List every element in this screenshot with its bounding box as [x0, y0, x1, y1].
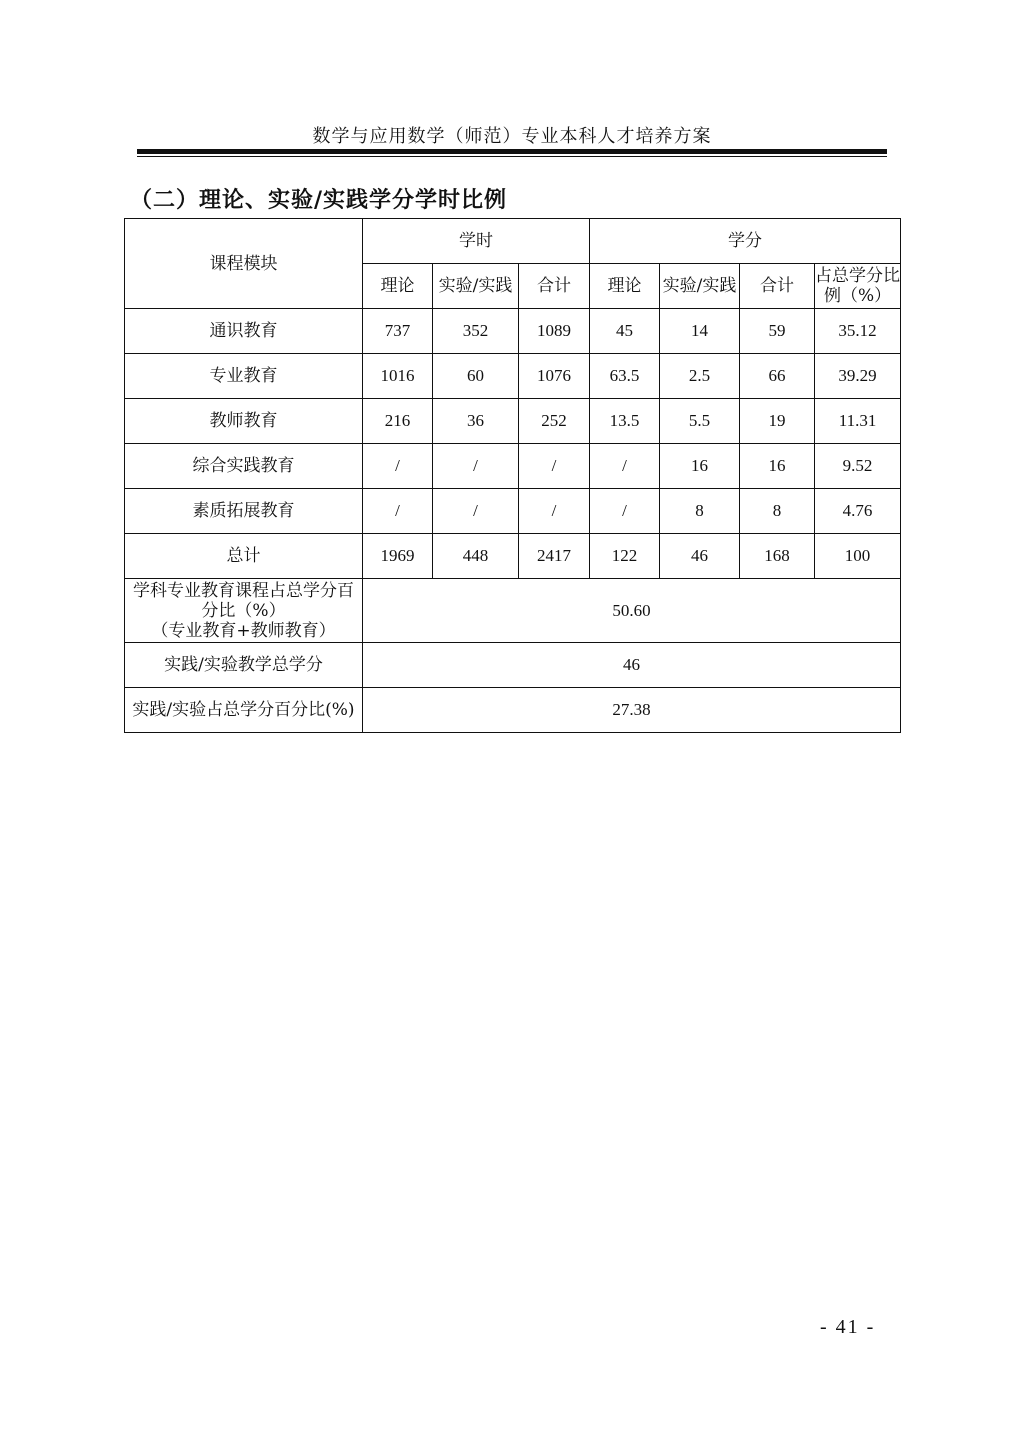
credits-theory-cell: / — [590, 489, 660, 534]
hours-practice-cell: 60 — [433, 354, 519, 399]
credits-practice-cell: 46 — [660, 534, 740, 579]
module-cell: 总计 — [125, 534, 363, 579]
table-row — [125, 399, 901, 444]
hours-total-cell: / — [519, 489, 590, 534]
summary-label-line: 分比（%） — [201, 600, 286, 621]
credits-theory-cell: 63.5 — [590, 354, 660, 399]
summary-value: 50.60 — [363, 579, 901, 643]
credits-practice-cell: 5.5 — [660, 399, 740, 444]
credits-theory-cell: 122 — [590, 534, 660, 579]
summary-label-line: 学科专业教育课程占总学分百 — [133, 580, 354, 601]
hours-total-cell: 1089 — [519, 309, 590, 354]
hours-practice-cell: 448 — [433, 534, 519, 579]
hours-total-cell: 252 — [519, 399, 590, 444]
table-row — [125, 354, 901, 399]
summary-row — [125, 579, 901, 643]
hours-practice-header: 实验/实践 — [433, 264, 519, 309]
credits-group-header: 学分 — [590, 219, 901, 264]
ratio-cell: 100 — [815, 534, 901, 579]
hours-theory-cell: 1969 — [363, 534, 433, 579]
credits-theory-cell: 45 — [590, 309, 660, 354]
credits-theory-header: 理论 — [590, 264, 660, 309]
hours-practice-cell: 36 — [433, 399, 519, 444]
section-title: （二）理论、实验/实践学分学时比例 — [130, 187, 508, 213]
credits-practice-cell: 16 — [660, 444, 740, 489]
ratio-cell: 35.12 — [815, 309, 901, 354]
summary-label — [125, 579, 363, 643]
credits-total-header: 合计 — [740, 264, 815, 309]
table-row — [125, 309, 901, 354]
credits-theory-cell: / — [590, 444, 660, 489]
credits-ratio-header: 占总学分比例（%） — [815, 264, 901, 309]
hours-group-header: 学时 — [363, 219, 590, 264]
summary-label-line: （专业教育+教师教育） — [151, 620, 336, 641]
credits-total-cell: 16 — [740, 444, 815, 489]
hours-theory-cell: 216 — [363, 399, 433, 444]
ratio-cell: 11.31 — [815, 399, 901, 444]
summary-label: 实践/实验教学总学分 — [125, 643, 363, 688]
credits-total-cell: 168 — [740, 534, 815, 579]
summary-row — [125, 643, 901, 688]
ratio-cell: 4.76 — [815, 489, 901, 534]
summary-label: 实践/实验占总学分百分比(%) — [125, 688, 363, 733]
credits-practice-cell: 8 — [660, 489, 740, 534]
module-cell: 专业教育 — [125, 354, 363, 399]
ratio-cell: 39.29 — [815, 354, 901, 399]
credits-practice-cell: 14 — [660, 309, 740, 354]
credits-total-cell: 66 — [740, 354, 815, 399]
hours-theory-header: 理论 — [363, 264, 433, 309]
credits-theory-cell: 13.5 — [590, 399, 660, 444]
summary-value: 27.38 — [363, 688, 901, 733]
page-number: - 41 - — [820, 1316, 876, 1338]
module-cell: 教师教育 — [125, 399, 363, 444]
hours-theory-cell: 737 — [363, 309, 433, 354]
ratio-cell: 9.52 — [815, 444, 901, 489]
hours-total-cell: 1076 — [519, 354, 590, 399]
header-rule-thick — [137, 149, 887, 154]
module-cell: 通识教育 — [125, 309, 363, 354]
credits-practice-cell: 2.5 — [660, 354, 740, 399]
hours-total-cell: / — [519, 444, 590, 489]
module-cell: 素质拓展教育 — [125, 489, 363, 534]
hours-theory-cell: / — [363, 489, 433, 534]
module-header: 课程模块 — [125, 219, 363, 309]
hours-total-cell: 2417 — [519, 534, 590, 579]
module-cell: 综合实践教育 — [125, 444, 363, 489]
credits-practice-header: 实验/实践 — [660, 264, 740, 309]
hours-theory-cell: / — [363, 444, 433, 489]
credit-hour-ratio-table — [124, 218, 901, 733]
summary-value: 46 — [363, 643, 901, 688]
table-row — [125, 444, 901, 489]
credits-total-cell: 59 — [740, 309, 815, 354]
table-row — [125, 489, 901, 534]
hours-practice-cell: 352 — [433, 309, 519, 354]
summary-row — [125, 688, 901, 733]
credits-total-cell: 8 — [740, 489, 815, 534]
header-rule-thin — [137, 156, 887, 157]
hours-total-header: 合计 — [519, 264, 590, 309]
table-row-total — [125, 534, 901, 579]
hours-practice-cell: / — [433, 489, 519, 534]
running-header: 数学与应用数学（师范）专业本科人才培养方案 — [312, 126, 712, 147]
credits-total-cell: 19 — [740, 399, 815, 444]
hours-practice-cell: / — [433, 444, 519, 489]
header-row-1 — [125, 219, 901, 264]
hours-theory-cell: 1016 — [363, 354, 433, 399]
